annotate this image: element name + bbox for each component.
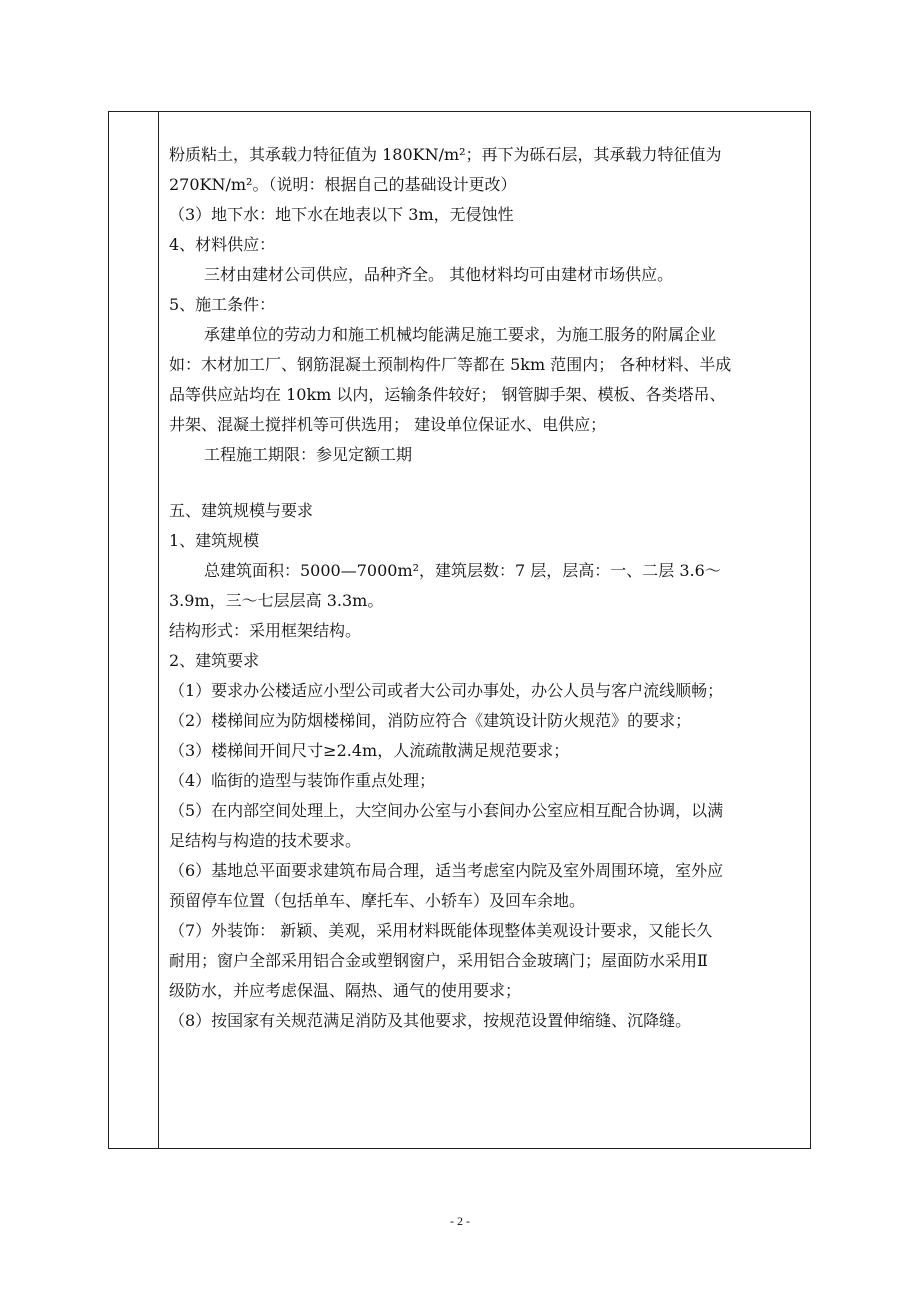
text-line: （7）外装饰： 新颖、美观，采用材料既能体现整体美观设计要求，又能长久 <box>169 921 713 940</box>
text-line: 预留停车位置（包括单车、摩托车、小轿车）及回车余地。 <box>169 891 586 910</box>
text-line: 三材由建材公司供应，品种齐全。 其他材料均可由建材市场供应。 <box>204 265 674 284</box>
text-line: （1）要求办公楼适应小型公司或者大公司办事处，办公人员与客户流线顺畅； <box>169 681 724 700</box>
table-content-cell <box>169 140 805 1036</box>
text-line: 井架、混凝土搅拌机等可供选用； 建设单位保证水、电供应； <box>169 415 607 434</box>
text-line: 如：木材加工厂、钢筋混凝土预制构件厂等都在 5km 范围内； 各种材料、半成 <box>169 355 732 374</box>
text-line: 级防水，并应考虑保温、隔热、通气的使用要求； <box>169 981 522 1000</box>
text-line: 工程施工期限：参见定额工期 <box>204 445 413 464</box>
table-left-column <box>109 112 159 1148</box>
page-number: - 2 - <box>450 1214 470 1228</box>
text-line: （5）在内部空间处理上，大空间办公室与小套间办公室应相互配合协调，以满 <box>169 801 724 820</box>
text-line: （2）楼梯间应为防烟楼梯间，消防应符合《建筑设计防火规范》的要求； <box>169 711 692 730</box>
text-line: （3）地下水：地下水在地表以下 3m，无侵蚀性 <box>169 205 514 224</box>
text-line: 耐用；窗户全部采用铝合金或塑钢窗户，采用铝合金玻璃门；屋面防水采用Ⅱ <box>169 951 708 970</box>
subheading-requirements: 2、建筑要求 <box>169 651 260 670</box>
section-heading-scale: 五、建筑规模与要求 <box>169 501 314 520</box>
paragraph-gap <box>169 470 805 496</box>
text-line: 270KN/m²。（说明：根据自己的基础设计更改） <box>169 175 517 194</box>
text-line: 3.9m，三～七层层高 3.3m。 <box>169 591 384 610</box>
text-line: 承建单位的劳动力和施工机械均能满足施工要求，为施工服务的附属企业 <box>204 325 717 344</box>
section-heading-conditions: 5、施工条件： <box>169 295 276 314</box>
subheading-scale: 1、建筑规模 <box>169 531 260 550</box>
text-line: （4）临街的造型与装饰作重点处理； <box>169 771 436 790</box>
text-line: 结构形式：采用框架结构。 <box>169 621 362 640</box>
text-line: 品等供应站均在 10km 以内，运输条件较好； 钢管脚手架、模板、各类塔吊、 <box>169 385 726 404</box>
text-line: 足结构与构造的技术要求。 <box>169 831 362 850</box>
text-line: （6）基地总平面要求建筑布局合理，适当考虑室内院及室外周围环境，室外应 <box>169 861 724 880</box>
text-line: 总建筑面积：5000—7000m²，建筑层数：7 层，层高：一、二层 3.6～ <box>204 561 721 580</box>
text-line: （3）楼梯间开间尺寸≥2.4m，人流疏散满足规范要求； <box>169 741 570 760</box>
text-line: （8）按国家有关规范满足消防及其他要求，按规范设置伸缩缝、沉降缝。 <box>169 1011 692 1030</box>
document-table <box>108 111 811 1149</box>
text-line: 粉质粘土，其承载力特征值为 180KN/m²；再下为砾石层，其承载力特征值为 <box>169 145 722 164</box>
section-heading-materials: 4、材料供应： <box>169 235 276 254</box>
